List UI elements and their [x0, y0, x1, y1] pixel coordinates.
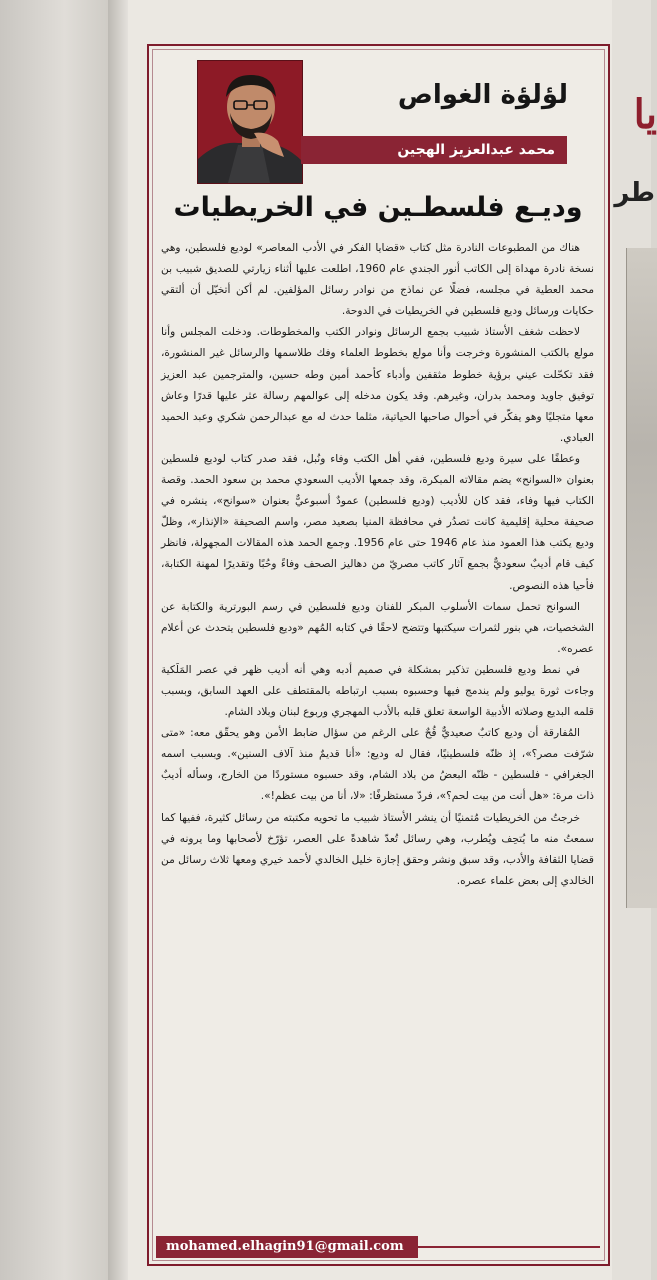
paragraph: السوانح تحمل سمات الأسلوب المبكر للفنان وديع فلسطين في رسم البورترية والكتابة عن الشخصيات، هي بنور لثمرات سيكتبها وتتضح لاحقًا في كتابه المُهم «وديع فلسطين يتحدث عن أعلام عصره».	[161, 600, 594, 655]
author-email: mohamed.elhagin91@gmail.com	[156, 1236, 418, 1258]
neighbor-subhead-fragment: طر	[614, 178, 655, 208]
column-title: لؤلؤة الغواص	[397, 80, 568, 110]
author-photo	[197, 60, 303, 184]
neighbor-column	[612, 0, 657, 1280]
paragraph: خرجتُ من الخريطيات مُتمنيًا أن ينشر الأستاذ شبيب ما تحويه مكتبته من رسائل كثيرة، ففيها كما سمعتُ منه ما يُتحِف ويُطرب، وهي رسائل تُعدّ شاهدةً على العصر، تؤرّخ لأصحابها وما يرونه في قضايا الثقافة والأدب، وقد سبق ونشر وحقق إجازة خليل الخالدي لأحمد خيري ومعها ثلاث رسائل من الخالدي إلى بعض علماء عصره.	[161, 811, 594, 887]
author-name: محمد عبدالعزيز الهجين	[301, 136, 567, 164]
neighbor-headline-fragment: يا	[633, 91, 657, 138]
article-body	[161, 238, 594, 892]
email-rule	[418, 1246, 600, 1248]
article-box	[147, 44, 610, 1266]
paragraph: لاحظت شغف الأستاذ شبيب بجمع الرسائل ونوادر الكتب والمخطوطات. ودخلت المجلس وأنا مولع بالكتب المنشورة وخرجت وأنا مولع بخطوط العلماء وفك طلاسمها والرسائل غير المنشورة، فقد تكحّلت عيني برؤية خطوط مثقفين وأدباء كأحمد أمين وطه حسين، والمترجمين عبد العزيز توفيق جاويد ومحمد بدران، وغيرهم. وقد يكون مدخله إلى عوالمهم رسالة عثر عليها قدرًا وعاش معها متجليًا وهو يفكّر في أحوال صاحبها الحياتية، مثلما حدث له مع عبدالرحمن شكري وعبد الحميد العبادي.	[161, 326, 594, 444]
article-headline: وديـع فلسطـين في الخريطيات	[173, 192, 583, 223]
left-page-edge	[0, 0, 108, 1280]
paragraph: وعطفًا على سيرة وديع فلسطين، ففي أهل الكتب وفاء ونُبل، فقد صدر كتاب لوديع فلسطين بعنوان «السوانح» يضم مقالاته المبكرة، وقد جمعها الأديب السعودي محمد بن سعود الحمد. وقصة الكتاب فيها وفاء، فقد كان للأديب (وديع فلسطين) عمودٌ أسبوعيٌّ بعنوان «سوانح»، ينشره في صحيفة محلية إقليمية كانت تصدُر في محافظة المنيا بصعيد مصر، واسم الصحيفة «الإنذار»، وظلّ وديع يكتب هذا العمود منذ عام 1946 حتى عام 1956. وجمع الحمد هذه المقالات المجهولة، فانظر كيف قام أديبٌ سعوديٌّ بجمع آثار كاتب مصريّ من دهاليز الصحف وفاءً وحُبًا وتقديرًا لمهنة الكتابة، فأحيا هذه النصوص.	[161, 452, 594, 592]
paragraph: هناك من المطبوعات النادرة مثل كتاب «قضايا الفكر في الأدب المعاصر» لوديع فلسطين، وهي نسخة نادرة مهداة إلى الكاتب أنور الجندي عام 1960، اطلعت عليها أثناء زيارتي للصديق شبيب بن محمد العطية في مجلسه، فضلًا عن نماذج من نوادر رسائل المؤلفين. لم أكن أتخيّل أن ألتقي حكايات ورسائل وديع فلسطين في الخريطيات في الدوحة.	[161, 242, 594, 318]
paragraph: المُفارقة أن وديع كاتبٌ صعيديٌّ قُحٌ على الرغم من سؤال ضابط الأمن وهو يحقّق معه: «متى شرّفت مصر؟»، إذ ظنّه فلسطينيًا، فقال له وديع: «أنا قديمٌ منذ آلاف السنين». وبسبب اسمه الجغرافي - فلسطين - ظنّه البعضُ من بلاد الشام، وقد حسبوه مستوردًا من الخارج، وسأله أديبٌ ذات مرة: «هل أنت من بيت لحم؟»، فردّ مستظرفًا: «لا، أنا من بيت عظم!».	[161, 727, 594, 803]
paragraph: في نمط وديع فلسطين تذكير بمشكلة في صميم أدبه وهي أنه أديب ظهر في عصر المَلَكية وجاءت ثورة يوليو ولم يندمج فيها وحسبوه بسبب ارتباطه بالمقتطف على العهد السابق، وبسبب قلمه البديع وصلاته الأدبية الواسعة تعلق قلبه بالأدب المهجري وربوع لبنان وبلاد الشام.	[161, 663, 594, 719]
neighbor-photo	[626, 248, 657, 908]
